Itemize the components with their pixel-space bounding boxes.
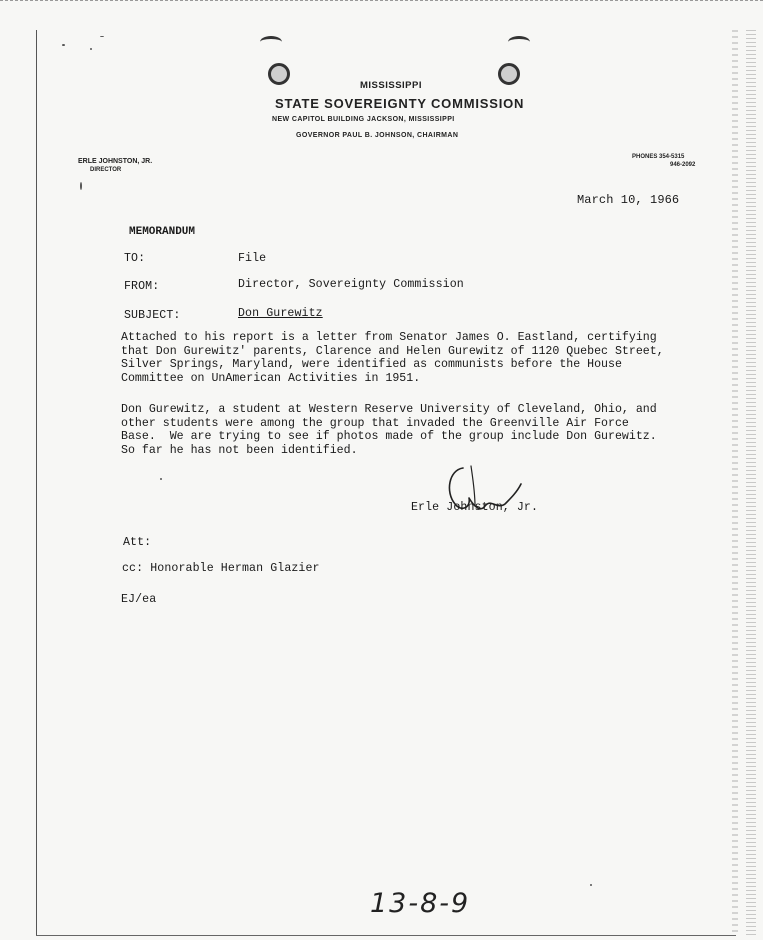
scan-speck bbox=[100, 36, 104, 37]
page-left-edge bbox=[36, 30, 37, 935]
letterhead-state: MISSISSIPPI bbox=[360, 80, 422, 91]
memo-heading: MEMORANDUM bbox=[129, 226, 196, 238]
letterhead-governor: GOVERNOR PAUL B. JOHNSON, CHAIRMAN bbox=[296, 132, 459, 139]
signature-name: Erle Johnston, Jr. bbox=[411, 501, 539, 514]
memo-paragraph-2: Don Gurewitz, a student at Western Reserve University of Cleveland, Ohio, and other students were among the group that invaded the Greenville Air Force Base. We are trying to see if photos made of the group include Don Gurewitz. So far he has not been identified. bbox=[121, 403, 657, 457]
handwritten-file-number: 13-8-9 bbox=[370, 888, 471, 919]
to-label: TO: bbox=[124, 252, 146, 265]
binder-hole-right bbox=[498, 63, 520, 85]
memo-paragraph-1: Attached to his report is a letter from Senator James O. Eastland, certifying that Don Gurewitz' parents, Clarence and Helen Gurewitz of 1120 Quebec Street, Silver Springs, Maryland, were identified as communists before the House Committee on UnAmerican Activities in 1951. bbox=[121, 331, 664, 385]
subject-value: Don Gurewitz bbox=[238, 307, 323, 320]
attachment-label: Att: bbox=[123, 536, 152, 549]
page-right-scan-edge bbox=[732, 30, 738, 935]
letterhead-director-title: DIRECTOR bbox=[90, 167, 122, 173]
letterhead-address: NEW CAPITOL BUILDING JACKSON, MISSISSIPPI bbox=[272, 116, 455, 123]
page-bottom-edge bbox=[36, 935, 736, 936]
binder-hole-arc-right bbox=[508, 36, 530, 48]
binder-hole-arc-left bbox=[260, 36, 282, 48]
scan-speck bbox=[62, 44, 65, 46]
scan-speck bbox=[80, 182, 82, 190]
letterhead-organization: STATE SOVEREIGNTY COMMISSION bbox=[275, 96, 525, 111]
scan-speck bbox=[590, 884, 592, 886]
from-label: FROM: bbox=[124, 280, 160, 293]
cc-line: cc: Honorable Herman Glazier bbox=[122, 562, 320, 575]
memo-date: March 10, 1966 bbox=[577, 193, 680, 207]
letterhead-director-name: ERLE JOHNSTON, JR. bbox=[78, 158, 153, 165]
from-value: Director, Sovereignty Commission bbox=[238, 278, 464, 291]
scan-speck bbox=[90, 48, 92, 50]
page-top-edge bbox=[0, 0, 763, 1]
letterhead-phones-alt: 946-2092 bbox=[670, 162, 696, 168]
scan-speck bbox=[160, 478, 162, 480]
subject-label: SUBJECT: bbox=[124, 309, 181, 322]
to-value: File bbox=[238, 252, 267, 265]
binder-hole-left bbox=[268, 63, 290, 85]
letterhead-phones: PHONES 354-5315 bbox=[632, 154, 685, 160]
page-right-scan-edge-outer bbox=[746, 30, 756, 935]
typist-initials: EJ/ea bbox=[121, 593, 157, 606]
